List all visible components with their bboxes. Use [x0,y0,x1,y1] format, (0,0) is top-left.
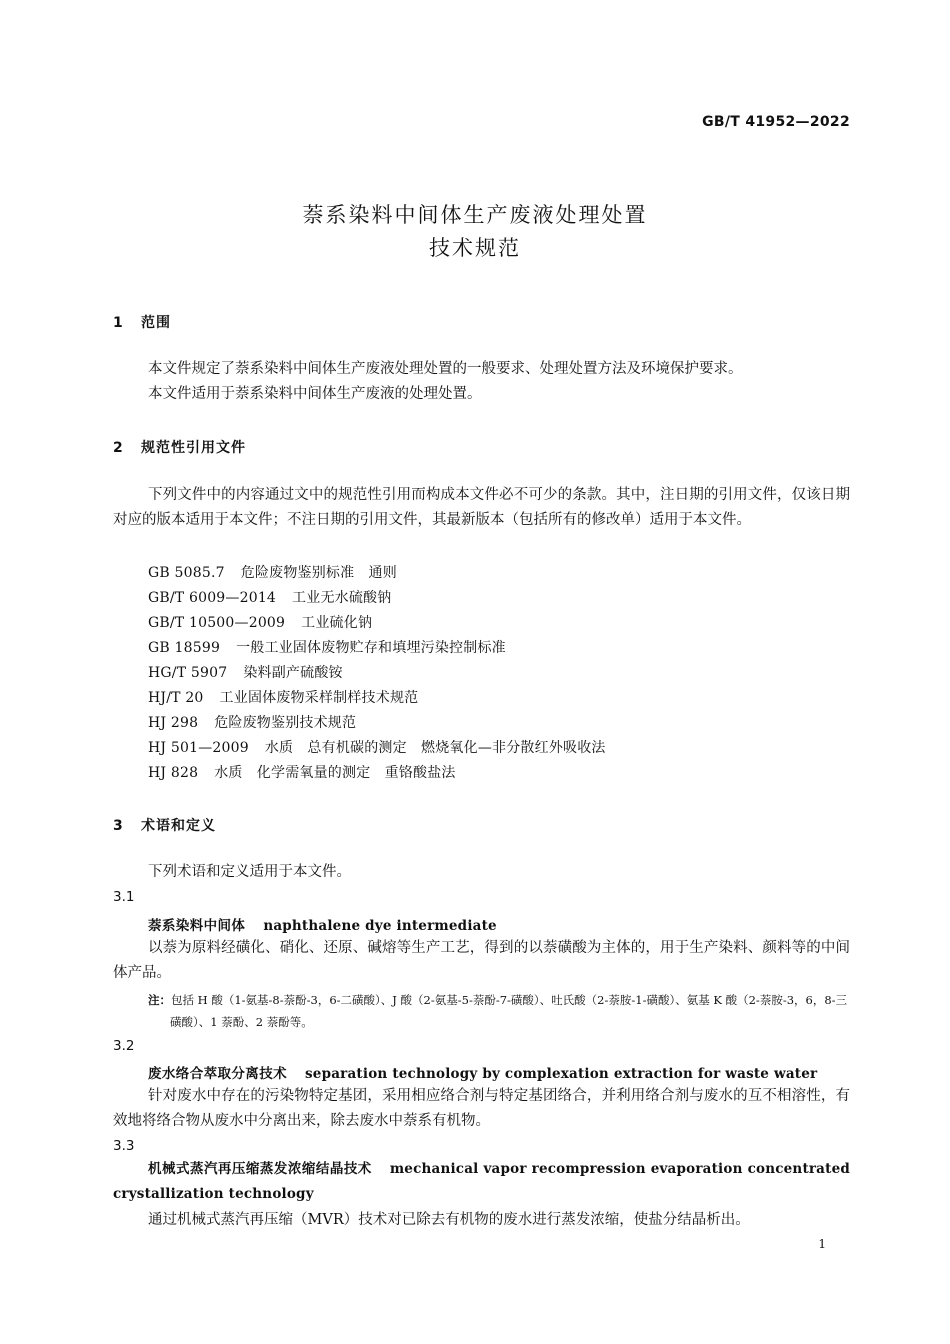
reference-code: HG/T 5907 [148,665,228,681]
reference-title: 一般工业固体废物贮存和填埋污染控制标准 [236,640,506,656]
section-title: 规范性引用文件 [141,440,246,456]
term-definition: 通过机械式蒸汽再压缩（MVR）技术对已除去有机物的废水进行蒸发浓缩，使盐分结晶析出。 [148,1212,750,1228]
clause-number: 3.2 [113,1038,135,1054]
reference-item [148,762,456,782]
term-english: separation technology by complexation extraction for waste water [305,1066,818,1082]
section-heading-scope [113,312,171,332]
term-chinese: 机械式蒸汽再压缩蒸发浓缩结晶技术 [148,1161,372,1177]
term-chinese: 废水络合萃取分离技术 [148,1066,287,1082]
note-label: 注： [148,993,171,1007]
term-chinese: 萘系染料中间体 [148,918,246,934]
standard-number: GB/T 41952—2022 [702,114,850,130]
reference-item [148,562,397,582]
section-number: 2 [113,440,124,456]
scope-paragraph-2: 本文件适用于萘系染料中间体生产废液的处理处置。 [148,386,482,402]
reference-code: HJ 298 [148,715,199,731]
document-title-line2: 技术规范 [429,236,521,260]
reference-code: HJ 501—2009 [148,740,249,756]
term-entry [148,1062,817,1082]
reference-code: GB 5085.7 [148,565,225,581]
reference-code: GB/T 10500—2009 [148,615,286,631]
reference-item [148,612,372,632]
page-number: 1 [818,1237,826,1251]
reference-item [148,662,343,682]
reference-item [148,712,356,732]
note-text: 包括 H 酸（1-氨基-8-萘酚-3，6-二磺酸）、J 酸（2-氨基-5-萘酚-7-磺酸）、吐氏酸（2-萘胺-1-磺酸）、氨基 K 酸（2-萘胺-3，6，8-三磺酸）、1 萘酚、2 萘酚等。 [170,993,848,1029]
reference-title: 危险废物鉴别标准 通则 [240,565,397,581]
reference-item [148,637,506,657]
reference-title: 工业固体废物采样制样技术规范 [219,690,419,706]
section-title: 术语和定义 [141,818,216,834]
term-note [148,989,850,1033]
reference-item [148,737,606,757]
reference-code: GB/T 6009—2014 [148,590,277,606]
document-title-line1: 萘系染料中间体生产废液处理处置 [302,203,648,227]
reference-title: 工业硫化钠 [301,615,373,631]
term-entry [148,914,497,934]
reference-code: GB 18599 [148,640,221,656]
reference-item [148,687,418,707]
term-definition: 以萘为原料经磺化、硝化、还原、碱熔等生产工艺，得到的以萘磺酸为主体的，用于生产染料、颜料等的中间体产品。 [113,940,850,981]
reference-item [148,587,391,607]
section-number: 1 [113,315,124,331]
references-intro: 下列文件中的内容通过文中的规范性引用而构成本文件必不可少的条款。其中，注日期的引用文件，仅该日期对应的版本适用于本文件；不注日期的引用文件，其最新版本（包括所有的修改单）适用于本文件。 [113,487,850,528]
scope-paragraph-1: 本文件规定了萘系染料中间体生产废液处理处置的一般要求、处理处置方法及环境保护要求。 [148,361,743,377]
section-number: 3 [113,818,124,834]
term-english: mechanical vapor recompression evaporation concentrated crystallization technology [113,1161,850,1202]
terms-intro: 下列术语和定义适用于本文件。 [148,864,351,880]
reference-code: HJ 828 [148,765,199,781]
reference-title: 工业无水硫酸钠 [292,590,392,606]
reference-title: 水质 总有机碳的测定 燃烧氧化—非分散红外吸收法 [264,740,606,756]
clause-number: 3.3 [113,1138,135,1154]
term-english: naphthalene dye intermediate [263,918,497,934]
term-entry [113,1157,850,1207]
section-heading-terms-definitions [113,815,216,835]
section-title: 范围 [141,315,171,331]
reference-code: HJ/T 20 [148,690,204,706]
clause-number: 3.1 [113,889,135,905]
reference-title: 染料副产硫酸铵 [243,665,343,681]
reference-title: 水质 化学需氧量的测定 重铬酸盐法 [214,765,456,781]
reference-title: 危险废物鉴别技术规范 [214,715,357,731]
section-heading-normative-references [113,437,246,457]
term-definition: 针对废水中存在的污染物特定基团，采用相应络合剂与特定基团络合，并利用络合剂与废水的互不相溶性，有效地将络合物从废水中分离出来，除去废水中萘系有机物。 [113,1088,850,1129]
